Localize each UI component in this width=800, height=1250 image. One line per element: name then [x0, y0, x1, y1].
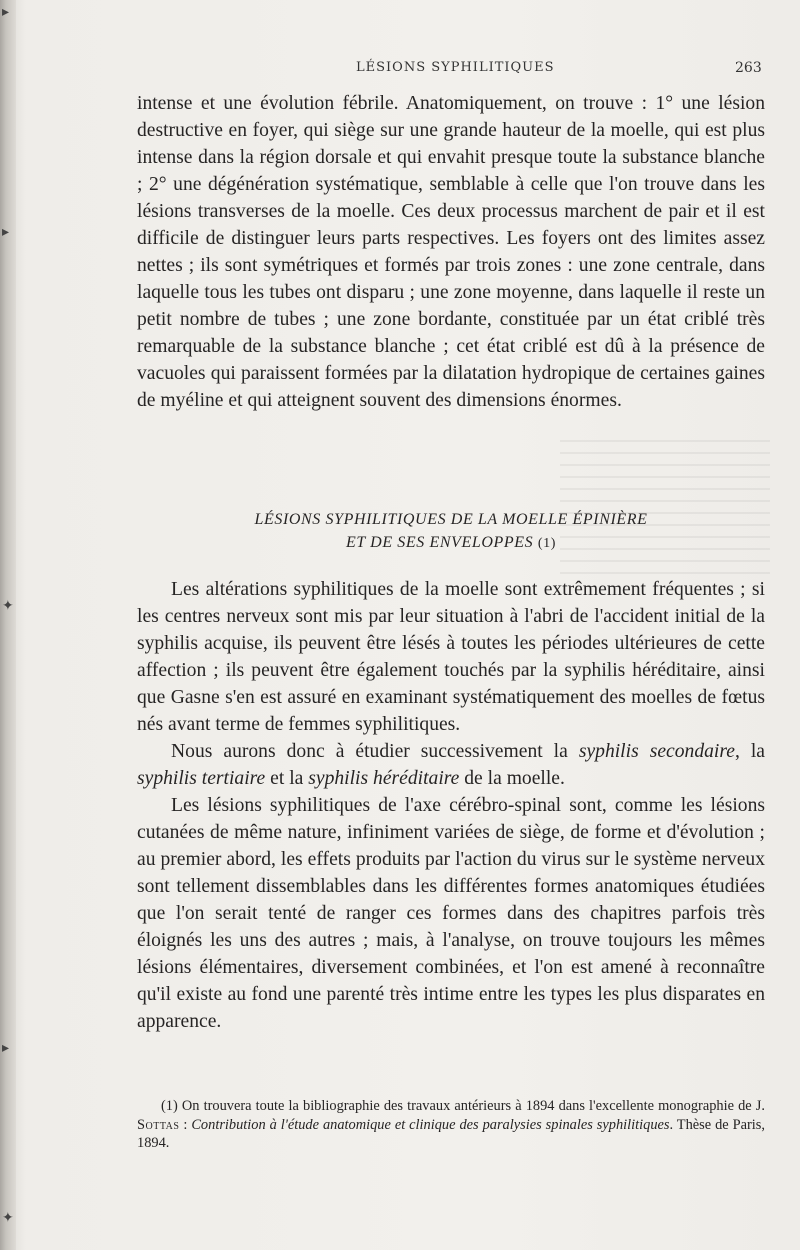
tab-marker-icon: ✦ — [2, 1210, 14, 1226]
emphasis-syphilis-tertiaire: syphilis tertiaire — [137, 768, 266, 789]
running-head — [0, 60, 800, 82]
footnote-marker: (1) — [161, 1098, 178, 1114]
paragraph-4: Les lésions syphilitiques de l'axe cérébro-spinal sont, comme les lésions cutanées de même nature, infiniment variées de siège, de forme et d'évolution ; au premier abord, les effets produits par l'action du virus sur le système nerveux sont tellement dissemblables dans les différentes formes anatomiques étudiées que l'on serait tenté de ranger ces formes dans des chapitres parfois très éloignés les uns des autres ; mais, à l'analyse, on trouve toujours les mêmes lésions élémentaires, diversement combinées, et l'on est amené à reconnaître qu'il existe au fond une parenté très intime entre les types les plus disparates en apparence. — [137, 795, 765, 1032]
paragraph-3-text-a: Nous aurons donc à étudier successivement la — [171, 741, 579, 762]
paragraph-3 — [137, 738, 765, 792]
emphasis-syphilis-secondaire: syphilis secondaire — [578, 741, 735, 762]
page-number: 263 — [735, 60, 762, 76]
footnote-text — [137, 1097, 765, 1153]
tab-marker-icon: ▸ — [2, 224, 10, 240]
footnote-text-a: On trouvera toute la bibliographie des travaux antérieurs à 1894 dans l'excellente monographie de J. — [181, 1098, 765, 1114]
footnote — [137, 1097, 765, 1153]
footnote-author: Sottas — [137, 1116, 180, 1133]
binding-edge — [0, 0, 16, 1250]
section-title-line-1: LÉSIONS SYPHILITIQUES DE LA MOELLE ÉPINIÈRE — [254, 511, 648, 528]
emphasis-syphilis-hereditaire: syphilis héréditaire — [308, 768, 460, 789]
paragraph-2: Les altérations syphilitiques de la moelle sont extrêmement fréquentes ; si les centres nerveux sont mis par leur situation à l'abri de l'accident initial de la syphilis acquise, ils peuvent être lésés à toutes les périodes ultérieures de cette affection ; ils peuvent être également touchés par la syphilis héréditaire, ainsi que Gasne s'en est assuré en examinant systématiquement des moelles de fœtus nés avant terme de femmes syphilitiques. — [137, 579, 765, 735]
footnote-cited-title: Contribution à l'étude anatomique et clinique des paralysies spinales syphilitiques — [191, 1116, 670, 1133]
footnote-text-c: . Thèse de Paris, 1894. — [137, 1116, 766, 1151]
section-body — [137, 576, 765, 1035]
paragraph-3-text-b: , la — [734, 741, 765, 762]
paragraph-1: intense et une évolution fébrile. Anatomiquement, on trouve : 1° une lésion destructive en foyer, qui siège sur une grande hauteur de la moelle, qui est plus intense dans la région dorsale et qui envahit presque toute la substance blanche ; 2° une dégénération systématique, semblable à celle que l'on trouve dans les lésions transverses de la moelle. Ces deux processus marchent de pair et il est difficile de distinguer leurs parts respectives. Les foyers ont des limites assez nettes ; ils sont symétriques et formés par trois zones : une zone centrale, dans laquelle tous les tubes ont disparu ; une zone moyenne, dans laquelle il reste un petit nombre de tubes ; une zone bordante, constituée par un état criblé très remarquable de la substance blanche ; cet état criblé est dû à la présence de vacuoles qui paraissent formées par la dilatation hydropique de certaines gaines de myéline et qui atteignent souvent des dimensions énormes. — [137, 93, 765, 411]
running-title: LÉSIONS SYPHILITIQUES — [356, 60, 555, 75]
paragraph-continued — [137, 90, 765, 414]
paragraph-3-text-d: de la moelle. — [459, 768, 565, 789]
section-title-line-2 — [137, 531, 765, 555]
paragraph-3-text-c: et la — [265, 768, 309, 789]
tab-marker-icon: ▸ — [2, 4, 10, 20]
section-title — [137, 508, 765, 555]
footnote-text-b: : — [179, 1116, 192, 1133]
tab-marker-icon: ✦ — [2, 598, 14, 614]
footnote-reference: (1) — [537, 536, 556, 551]
tab-marker-icon: ▸ — [2, 1040, 10, 1056]
section-title-line-2-text: ET DE SES ENVELOPPES — [346, 534, 534, 551]
